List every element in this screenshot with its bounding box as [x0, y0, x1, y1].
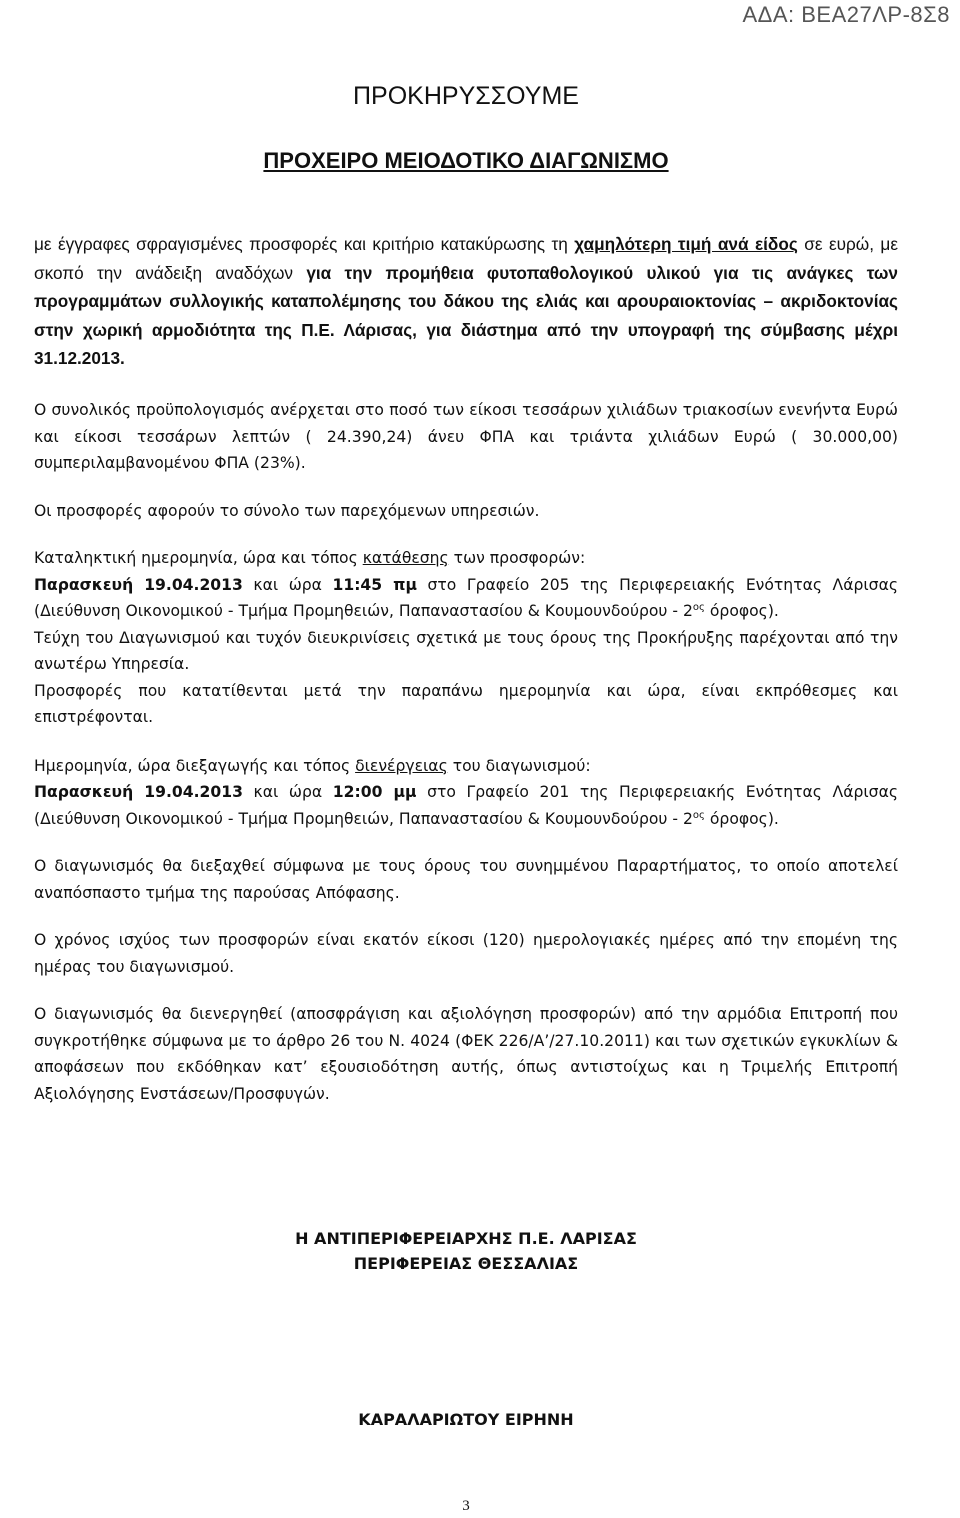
submission-details: [34, 572, 898, 625]
conduct-heading-underlined: διενέργειας: [355, 756, 448, 775]
docs-paragraph: Τεύχη του Διαγωνισμού και τυχόν διευκρινίσεις σχετικά με τους όρους της Προκήρυξης παρέχονται από την ανωτέρω Υπηρεσία.: [34, 628, 898, 673]
page-number: 3: [462, 1498, 470, 1514]
intro-subject: για την προμήθεια φυτοπαθολογικού υλικού για τις ανάγκες των προγραμμάτων συλλογικής καταπολέμησης του δάκου της ελιάς και αρουραιοκτονίας – ακριδοκτονίας στην χωρική αρμοδιότητα της Π.Ε. Λάρισας, για διάστημα από την υπογραφή της σύμβασης μέχρι 31.12.2013.: [34, 262, 898, 368]
budget-paragraph: Ο συνολικός προϋπολογισμός ανέρχεται στο ποσό των είκοσι τεσσάρων χιλιάδων τριακοσίων ενενήντα Ευρώ και είκοσι τεσσάρων λεπτών ( 24.390,24) άνευ ΦΠΑ και τριάντα χιλιάδων Ευρώ ( 30.000,00) συμπεριλαμβανομένου ΦΠΑ (23%).: [34, 401, 898, 472]
intro-criterion: χαμηλότερη τιμή ανά είδος: [574, 234, 798, 254]
conduct-date: Παρασκευή 19.04.2013: [34, 783, 243, 801]
offers-scope-paragraph: Οι προσφορές αφορούν το σύνολο των παρεχόμενων υπηρεσιών.: [34, 501, 540, 520]
signatory-name: ΚΑΡΑΛΑΡΙΩΤΟΥ ΕΙΡΗΝΗ: [358, 1410, 574, 1429]
document-body: [34, 397, 898, 1107]
intro-text-2: σε ευρώ, με σκοπό την ανάδειξη αναδόχων: [34, 234, 898, 283]
submission-heading-post: των προσφορών:: [448, 549, 586, 567]
conduct-heading: [34, 753, 898, 780]
conduct-floor-sup: ος: [692, 809, 705, 821]
ada-code: ΑΔΑ: ΒΕΑ27ΛΡ-8Σ8: [742, 2, 950, 27]
signatory-title-line2: ΠΕΡΙΦΕΡΕΙΑΣ ΘΕΣΣΑΛΙΑΣ: [353, 1254, 579, 1273]
submission-heading-underlined: κατάθεσης: [362, 549, 449, 567]
intro-paragraph: [34, 230, 898, 373]
submission-heading-pre: Καταληκτική ημερομηνία, ώρα και τόπος: [34, 549, 363, 567]
submission-date: Παρασκευή 19.04.2013: [34, 575, 243, 594]
conduct-location: στο Γραφείο 201 της Περιφερειακής Ενότητας Λάρισας (Διεύθυνση Οικονομικού - Τμήμα Προμηθειών, Παπαναστασίου & Κουμουνδούρου - 2: [34, 783, 898, 828]
document-subtitle: ΠΡΟΧΕΙΡΟ ΜΕΙΟΔΟΤΙΚΟ ΔΙΑΓΩΝΙΣΜΟ: [263, 148, 669, 173]
submission-time: 11:45 πμ: [332, 575, 417, 594]
submission-time-pre: και ώρα: [242, 575, 333, 594]
conduct-details: [34, 779, 898, 832]
submission-heading: [34, 545, 898, 572]
terms-paragraph: Ο διαγωνισμός θα διεξαχθεί σύμφωνα με τους όρους του συνημμένου Παραρτήματος, το οποίο αποτελεί αναπόσπαστο τμήμα της παρούσας Απόφασης.: [34, 857, 898, 902]
conduct-heading-pre: Ημερομηνία, ώρα διεξαγωγής και τόπος: [34, 756, 356, 775]
signatory-title-line1: Η ΑΝΤΙΠΕΡΙΦΕΡΕΙΑΡΧΗΣ Π.Ε. ΛΑΡΙΣΑΣ: [295, 1229, 637, 1248]
conduct-time-pre: και ώρα: [242, 783, 333, 801]
committee-paragraph: Ο διαγωνισμός θα διενεργηθεί (αποσφράγιση και αξιολόγηση προσφορών) από την αρμόδια Επιτροπή που συγκροτήθηκε σύμφωνα με το άρθρο 26 του Ν. 4024 (ΦΕΚ 226/Α’/27.10.2011) και των σχετικών εγκυκλίων & αποφάσεων που εκδόθηκαν κατ’ εξουσιοδότηση αυτής, όπως αντιστοίχως και η Τριμελής Επιτροπή Αξιολόγησης Ενστάσεων/Προσφυγών.: [34, 1005, 898, 1103]
submission-floor: όροφος).: [709, 602, 779, 620]
conduct-heading-post: του διαγωνισμού:: [447, 756, 591, 775]
document-title: ΠΡΟΚΗΡΥΣΣΟΥΜΕ: [353, 82, 579, 110]
late-offers-paragraph: Προσφορές που κατατίθενται μετά την παραπάνω ημερομηνία και ώρα, είναι εκπρόθεσμες και επιστρέφονται.: [34, 681, 898, 726]
submission-floor-sup: ος: [692, 601, 705, 613]
intro-text-1: με έγγραφες σφραγισμένες προσφορές και κριτήριο κατακύρωσης τη: [34, 234, 575, 254]
submission-location: στο Γραφείο 205 της Περιφερειακής Ενότητας Λάρισας (Διεύθυνση Οικονομικού - Τμήμα Προμηθειών, Παπαναστασίου & Κουμουνδούρου - 2: [34, 575, 898, 620]
validity-paragraph: Ο χρόνος ισχύος των προσφορών είναι εκατόν είκοσι (120) ημερολογιακές ημέρες από την επομένη της ημέρας του διαγωνισμού.: [34, 931, 898, 976]
conduct-time: 12:00 μμ: [332, 783, 417, 801]
signatory-title: [34, 1226, 898, 1276]
conduct-floor: όροφος).: [709, 809, 779, 828]
